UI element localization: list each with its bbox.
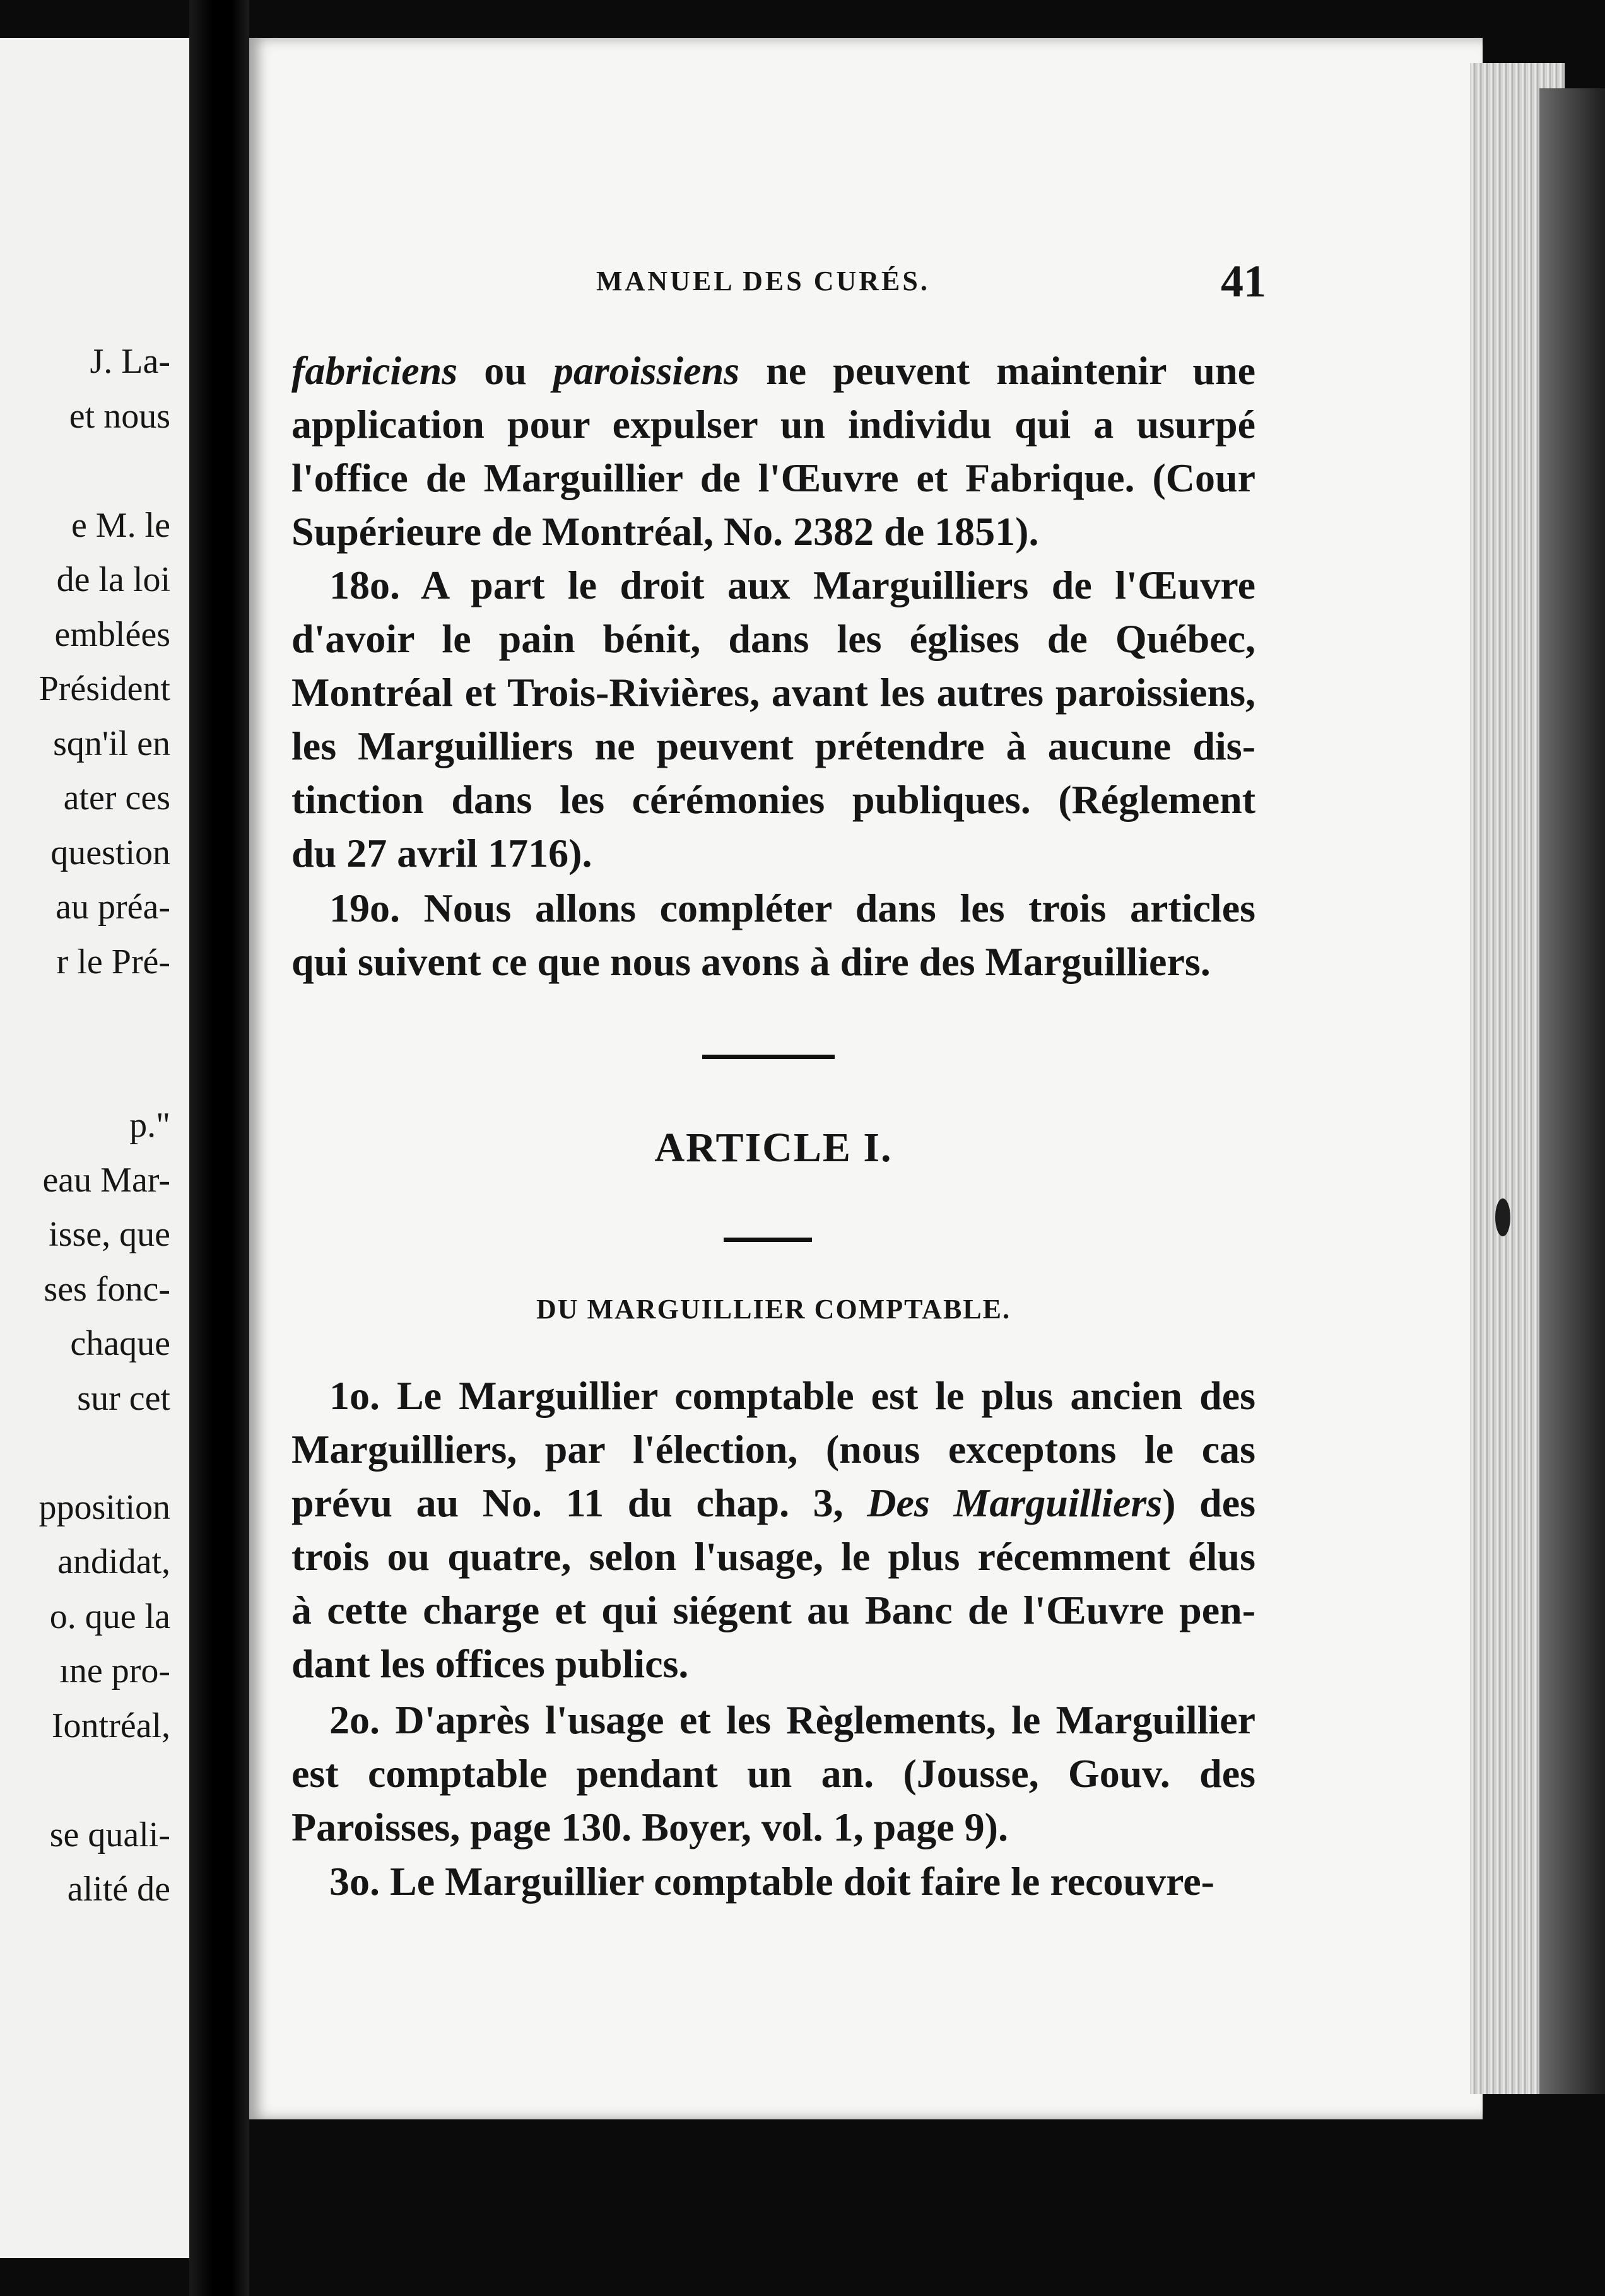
previous-page-fragment xyxy=(0,38,189,2258)
text-line: 2o. D'après l'usage et les Règlements, le Marguillier xyxy=(329,1697,1255,1742)
text-line xyxy=(291,1530,1255,1583)
previous-page-line: emblées xyxy=(54,614,170,654)
previous-page-line: sur cet xyxy=(77,1378,170,1418)
text-line xyxy=(291,344,1255,397)
text-line xyxy=(291,1422,1255,1476)
previous-page-line: andidat, xyxy=(57,1542,170,1581)
previous-page-line xyxy=(0,1753,170,1808)
separator-rule-short xyxy=(724,1238,812,1242)
text-line: d'avoir le pain bénit, dans les églises de Québec, xyxy=(291,616,1255,661)
ink-smudge xyxy=(1495,1198,1510,1236)
text-line xyxy=(291,1583,1255,1637)
previous-page-line: de la loi xyxy=(56,560,170,599)
paragraph-19 xyxy=(291,881,1255,988)
previous-page-line: Iontréal, xyxy=(51,1706,170,1745)
paragraph-18 xyxy=(291,558,1255,880)
text-segment: Marguilliers, par l'élection, (nous exceptons le cas xyxy=(291,1427,1255,1472)
previous-page-line: ıne pro- xyxy=(59,1651,170,1690)
paragraph-3 xyxy=(291,1854,1255,1908)
text-line: tinction dans les cérémonies publiques. (Réglement xyxy=(291,777,1255,822)
text-line: est comptable pendant un an. (Jousse, Gouv. des xyxy=(291,1751,1255,1796)
text-line: Paroisses, page 130. Boyer, vol. 1, page 9). xyxy=(291,1805,1008,1849)
previous-page-line: ater ces xyxy=(63,778,170,817)
italic-text: paroissiens xyxy=(553,348,740,393)
book-gutter xyxy=(189,0,249,2296)
paragraph-continuation xyxy=(291,344,1255,558)
paragraph-1 xyxy=(291,1369,1255,1690)
previous-page-line: ses fonc- xyxy=(44,1269,170,1309)
text-line xyxy=(291,451,1255,505)
italic-text: Des Marguilliers xyxy=(867,1480,1163,1525)
text-line: 3o. Le Marguillier comptable doit faire le recouvre- xyxy=(329,1859,1214,1904)
previous-page-line: r le Pré- xyxy=(56,942,170,981)
previous-page-line: au préa- xyxy=(56,887,170,927)
text-segment: application pour expulser un individu qui a usurpé xyxy=(291,402,1255,447)
previous-page-line: p." xyxy=(129,1106,170,1145)
text-segment: Supérieure de Montréal, No. 2382 de 1851). xyxy=(291,509,1039,554)
previous-page-line xyxy=(0,443,170,498)
text-line xyxy=(291,505,1255,558)
text-segment: l'office de Marguillier de l'Œuvre et Fabrique. (Cour xyxy=(291,455,1255,500)
previous-page-line: isse, que xyxy=(49,1215,170,1254)
section-title: DU MARGUILLIER COMPTABLE. xyxy=(536,1294,1011,1325)
italic-text: fabriciens xyxy=(291,348,458,393)
text-line xyxy=(291,1476,1255,1530)
previous-page-line: sqn'il en xyxy=(53,723,170,763)
separator-rule xyxy=(702,1055,835,1059)
text-line: qui suivent ce que nous avons à dire des Marguilliers. xyxy=(291,939,1211,984)
previous-page-line xyxy=(0,989,170,1044)
previous-page-line: question xyxy=(50,833,170,872)
text-line: 18o. A part le droit aux Marguilliers de l'Œuvre xyxy=(329,563,1255,607)
text-segment: prévu au No. 11 du chap. 3, xyxy=(291,1480,867,1525)
text-line: du 27 avril 1716). xyxy=(291,831,592,876)
previous-page-line xyxy=(0,1426,170,1480)
text-line xyxy=(291,1637,1255,1690)
paragraph-2 xyxy=(291,1693,1255,1854)
text-segment: dant les offices publics. xyxy=(291,1641,689,1686)
text-line xyxy=(291,1369,1255,1422)
previous-page-line: chaque xyxy=(70,1324,170,1363)
previous-page-line: se quali- xyxy=(49,1815,170,1854)
previous-page-text xyxy=(0,334,170,1917)
text-line: les Marguilliers ne peuvent prétendre à aucune dis- xyxy=(291,723,1255,768)
article-title: ARTICLE I. xyxy=(654,1125,893,1171)
text-line: 19o. Nous allons compléter dans les trois articles xyxy=(329,886,1255,930)
previous-page-line: pposition xyxy=(38,1487,170,1527)
previous-page-line: Président xyxy=(38,669,170,708)
running-head: MANUEL DES CURÉS. xyxy=(596,266,930,296)
page-number: 41 xyxy=(1221,256,1266,307)
previous-page-line xyxy=(0,1044,170,1099)
text-segment: 1o. Le Marguillier comptable est le plus ancien des xyxy=(329,1373,1255,1418)
previous-page-line: alité de xyxy=(67,1870,170,1909)
previous-page-line: o. que la xyxy=(49,1596,170,1636)
text-segment: ) des xyxy=(1162,1480,1256,1525)
text-segment: trois ou quatre, selon l'usage, le plus récemment élus xyxy=(291,1534,1255,1579)
text-segment: à cette charge et qui siégent au Banc de l'Œuvre pen- xyxy=(291,1588,1255,1632)
previous-page-line: J. La- xyxy=(90,342,170,381)
text-line: Montréal et Trois-Rivières, avant les autres paroissiens, xyxy=(291,670,1255,715)
text-line xyxy=(291,397,1255,451)
previous-page-line: e M. le xyxy=(71,505,170,545)
book-cover-edge xyxy=(1539,88,1605,2094)
text-segment: ne peuvent maintenir une xyxy=(739,348,1256,393)
previous-page-line: et nous xyxy=(69,396,170,436)
previous-page-line: eau Mar- xyxy=(42,1160,170,1200)
text-segment: ou xyxy=(457,348,553,393)
